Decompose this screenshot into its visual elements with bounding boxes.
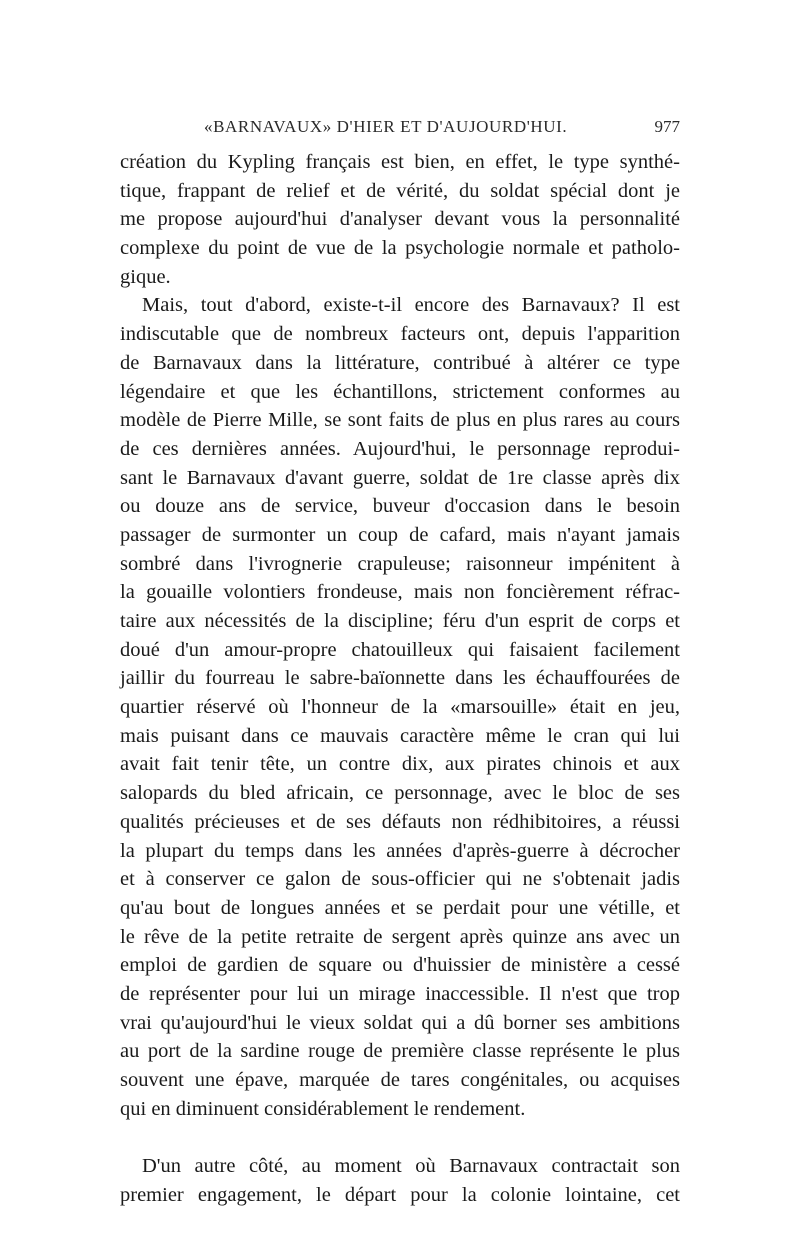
paragraph: [120, 291, 680, 1123]
text-line: passager de surmonter un coup de cafard, mais n'ayant jamais: [120, 523, 680, 546]
body-text: [120, 148, 680, 1210]
paragraph-spacer: [120, 1123, 680, 1152]
text-line: salopards du bled africain, ce personnage, avec le bloc de ses: [120, 782, 680, 805]
text-line: sombré dans l'ivrognerie crapuleuse; raisonneur impénitent à: [120, 552, 680, 575]
text-line: D'un autre côté, au moment où Barnavaux contractait son: [142, 1155, 680, 1178]
text-line: légendaire et que les échantillons, strictement conformes au: [120, 380, 680, 403]
text-line: la plupart du temps dans les années d'après-guerre à décrocher: [120, 839, 680, 862]
running-title: «BARNAVAUX» D'HIER ET D'AUJOURD'HUI.: [204, 117, 568, 136]
text-line: Mais, tout d'abord, existe-t-il encore des Barnavaux? Il est: [142, 294, 680, 317]
paragraph: [120, 148, 680, 291]
paragraph: [120, 1152, 680, 1209]
text-line: le rêve de la petite retraite de sergent après quinze ans avec un: [120, 925, 680, 948]
text-line: emploi de gardien de square ou d'huissier de ministère a cessé: [120, 954, 680, 977]
text-line: création du Kypling français est bien, en effet, le type synthé-: [120, 151, 680, 173]
text-line: quartier réservé où l'honneur de la «marsouille» était en jeu,: [120, 696, 680, 719]
text-line: indiscutable que de nombreux facteurs ont, depuis l'apparition: [120, 323, 680, 346]
text-line: jaillir du fourreau le sabre-baïonnette dans les échauffourées de: [120, 667, 680, 690]
text-line: qui en diminuent considérablement le rendement.: [120, 1097, 526, 1120]
text-line: tique, frappant de relief et de vérité, du soldat spécial dont je: [120, 179, 680, 202]
text-line: souvent une épave, marquée de tares congénitales, ou acquises: [120, 1069, 680, 1091]
text-line: de représenter pour lui un mirage inaccessible. Il n'est que trop: [120, 982, 680, 1005]
text-line: au port de la sardine rouge de première classe représente le plus: [120, 1040, 680, 1063]
text-line: complexe du point de vue de la psychologie normale et patholo-: [120, 237, 680, 260]
text-line: qualités précieuses et de ses défauts non rédhibitoires, a réussi: [120, 810, 680, 833]
text-line: modèle de Pierre Mille, se sont faits de plus en plus rares au cours: [120, 409, 680, 432]
text-line: la gouaille volontiers frondeuse, mais non foncièrement réfrac-: [120, 581, 680, 604]
text-line: me propose aujourd'hui d'analyser devant vous la personnalité: [120, 208, 680, 231]
text-line: de Barnavaux dans la littérature, contribué à altérer ce type: [120, 351, 680, 374]
text-line: avait fait tenir tête, un contre dix, aux pirates chinois et aux: [120, 753, 680, 776]
page-number: 977: [654, 117, 680, 136]
running-header: [120, 117, 680, 141]
text-line: gique.: [120, 265, 171, 288]
text-line: et à conserver ce galon de sous-officier qui ne s'obtenait jadis: [120, 868, 680, 891]
text-line: premier engagement, le départ pour la colonie lointaine, cet: [120, 1184, 680, 1207]
text-line: qu'au bout de longues années et se perdait pour une vétille, et: [120, 896, 680, 919]
text-line: doué d'un amour-propre chatouilleux qui faisaient facilement: [120, 638, 680, 661]
text-line: taire aux nécessités de la discipline; féru d'un esprit de corps et: [120, 610, 680, 632]
text-line: de ces dernières années. Aujourd'hui, le personnage reprodui-: [120, 437, 680, 460]
text-line: mais puisant dans ce mauvais caractère même le cran qui lui: [120, 724, 680, 747]
text-line: ou douze ans de service, buveur d'occasion dans le besoin: [120, 495, 680, 518]
text-line: sant le Barnavaux d'avant guerre, soldat de 1re classe après dix: [120, 466, 680, 489]
text-line: vrai qu'aujourd'hui le vieux soldat qui a dû borner ses ambitions: [120, 1011, 680, 1034]
